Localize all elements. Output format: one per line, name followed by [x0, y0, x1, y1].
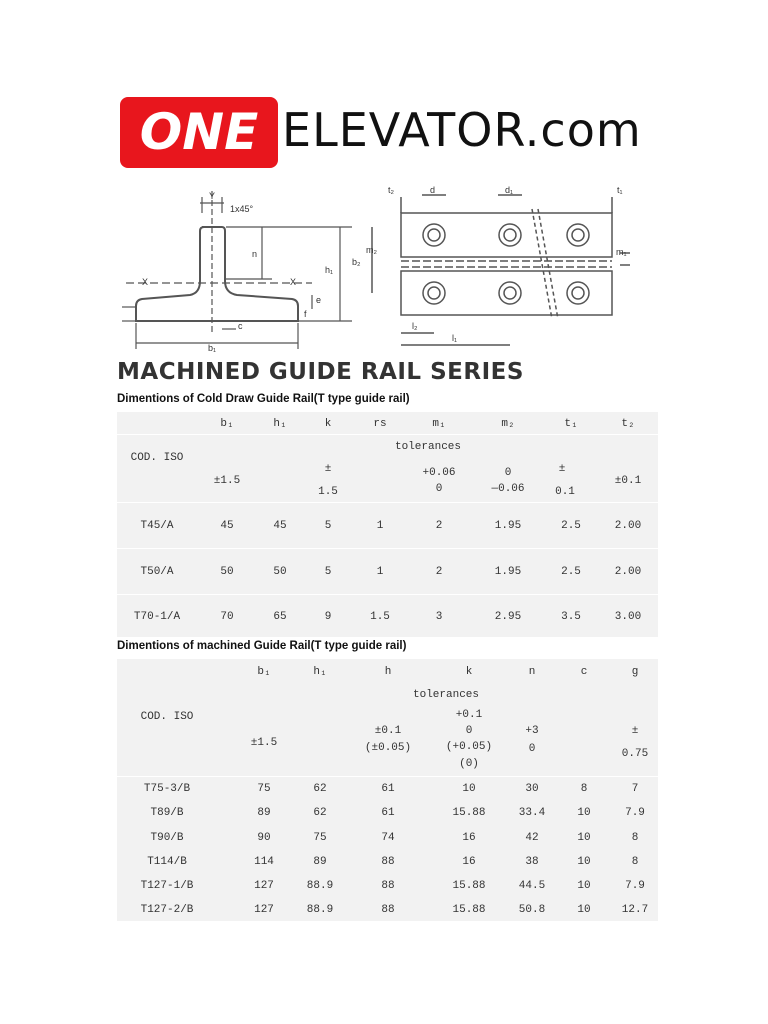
cell-rs: 1.5	[370, 611, 390, 623]
cell-n: 38	[525, 856, 539, 868]
page-title: MACHINED GUIDE RAIL SERIES	[117, 359, 524, 385]
table-rule	[117, 502, 658, 503]
logo-one-text: ONE	[139, 103, 259, 161]
cell-rs: 1	[376, 566, 384, 578]
rail-profile-drawing	[122, 191, 352, 349]
brand-logo	[120, 97, 640, 169]
rail-plan-drawing	[372, 195, 630, 345]
tol-k-bottom: 1.5	[318, 486, 338, 498]
label-n: n	[252, 249, 258, 259]
header-h: h	[384, 666, 392, 678]
cell-n: 44.5	[518, 880, 546, 892]
header-k: k	[324, 418, 332, 430]
cell-h: 74	[381, 832, 395, 844]
label-d: d	[430, 185, 436, 195]
cell-b1: 90	[257, 832, 271, 844]
cell-b1: 114	[254, 856, 274, 868]
code-iso-header: COD. ISO	[130, 452, 184, 464]
label-chamfer: 1x45°	[230, 204, 254, 214]
label-l1: l₁	[452, 333, 458, 343]
label-c: c	[238, 321, 243, 331]
cell-b1: 75	[257, 783, 271, 795]
cell-b1: 50	[220, 566, 234, 578]
cell-k: 15.88	[452, 880, 486, 892]
cell-t1: 2.5	[561, 520, 581, 532]
header-b1: b₁	[257, 666, 271, 678]
table1-caption: Dimentions of Cold Draw Guide Rail(T type guide rail)	[117, 393, 410, 405]
cell-b1: 70	[220, 611, 234, 623]
cell-k: 9	[324, 611, 332, 623]
cell-g: 8	[631, 856, 639, 868]
cell-b1: 45	[220, 520, 234, 532]
cell-g: 8	[631, 832, 639, 844]
row-code: T90/B	[150, 832, 184, 844]
label-b2: b₂	[352, 257, 361, 267]
header-rs: rs	[373, 418, 387, 430]
row-code: T45/A	[140, 520, 174, 532]
cell-c: 10	[577, 904, 591, 916]
tol-m1-top: +0.06	[422, 467, 456, 479]
row-code: T50/A	[140, 566, 174, 578]
cell-g: 7.9	[625, 880, 645, 892]
label-d1: d₁	[505, 185, 514, 195]
cell-t2: 3.00	[614, 611, 642, 623]
cell-t2: 2.00	[614, 520, 642, 532]
header-n: n	[528, 666, 536, 678]
table-rule	[117, 594, 658, 595]
label-x-left: X	[142, 277, 149, 287]
tol-t1-bottom: 0.1	[555, 486, 575, 498]
header-t1: t₁	[564, 418, 578, 430]
tol-t2: ±0.1	[614, 475, 642, 487]
cell-k: 5	[324, 520, 332, 532]
tol-k-3: (+0.05)	[445, 741, 493, 753]
tol-g-bottom: 0.75	[621, 748, 649, 760]
header-b1: b₁	[220, 418, 234, 430]
profile-labels	[142, 191, 333, 353]
tol-k-top: ±	[324, 463, 332, 475]
cell-h1: 50	[273, 566, 287, 578]
cell-m2: 1.95	[494, 566, 522, 578]
cell-h1: 65	[273, 611, 287, 623]
row-code: T114/B	[147, 856, 187, 868]
cell-k: 10	[462, 783, 476, 795]
table2-caption: Dimentions of machined Guide Rail(T type guide rail)	[117, 640, 407, 652]
cell-h1: 88.9	[306, 880, 334, 892]
cell-m1: 3	[435, 611, 443, 623]
header-g: g	[631, 666, 639, 678]
label-t1: t₁	[617, 185, 623, 195]
tol-h-top: ±0.1	[374, 725, 402, 737]
label-f: f	[304, 309, 307, 319]
cell-g: 7	[631, 783, 639, 795]
table-rule	[117, 434, 658, 435]
label-m2: m₂	[366, 245, 377, 255]
table-rule	[117, 548, 658, 549]
cell-h1: 88.9	[306, 904, 334, 916]
cell-t1: 2.5	[561, 566, 581, 578]
cell-m2: 1.95	[494, 520, 522, 532]
cold-draw-table	[117, 412, 658, 637]
cell-k: 16	[462, 832, 476, 844]
cell-h1: 45	[273, 520, 287, 532]
cell-b1: 89	[257, 807, 271, 819]
row-code: T127-1/B	[140, 880, 194, 892]
label-b1: b₁	[208, 343, 217, 353]
code-iso-header: COD. ISO	[140, 711, 194, 723]
label-l2: l₂	[412, 321, 418, 331]
cell-h: 61	[381, 807, 395, 819]
row-code: T70-1/A	[133, 611, 181, 623]
table-rule	[117, 776, 658, 777]
cell-c: 8	[580, 783, 588, 795]
cell-n: 33.4	[518, 807, 546, 819]
cell-h1: 75	[313, 832, 327, 844]
cell-m1: 2	[435, 566, 443, 578]
cell-h1: 62	[313, 807, 327, 819]
logo-red-badge	[120, 97, 278, 168]
header-k: k	[465, 666, 473, 678]
cell-c: 10	[577, 880, 591, 892]
header-t2: t₂	[621, 418, 635, 430]
cell-h1: 89	[313, 856, 327, 868]
cell-k: 15.88	[452, 904, 486, 916]
header-m1: m₁	[432, 418, 446, 430]
cell-n: 30	[525, 783, 539, 795]
cell-b1: 127	[254, 904, 274, 916]
row-code: T127-2/B	[140, 904, 194, 916]
tol-m2-bottom: —0.06	[491, 483, 525, 495]
cell-h: 61	[381, 783, 395, 795]
header-m2: m₂	[501, 418, 515, 430]
cell-k: 15.88	[452, 807, 486, 819]
cell-t1: 3.5	[561, 611, 581, 623]
header-c: c	[580, 666, 588, 678]
tol-k-2: 0	[465, 725, 473, 737]
tol-n-top: +3	[525, 725, 539, 737]
cell-h1: 62	[313, 783, 327, 795]
tol-m2-top: 0	[504, 467, 512, 479]
row-code: T89/B	[150, 807, 184, 819]
tol-g-top: ±	[631, 725, 639, 737]
cell-k: 5	[324, 566, 332, 578]
tol-m1-bottom: 0	[435, 483, 443, 495]
cell-h: 88	[381, 904, 395, 916]
cell-n: 50.8	[518, 904, 546, 916]
tol-b1: ±1.5	[250, 737, 278, 749]
cell-g: 7.9	[625, 807, 645, 819]
cell-m1: 2	[435, 520, 443, 532]
cell-n: 42	[525, 832, 539, 844]
cell-c: 10	[577, 807, 591, 819]
guide-rail-diagram	[112, 183, 642, 355]
label-t2: t₂	[388, 185, 394, 195]
cell-b1: 127	[254, 880, 274, 892]
label-h1: h₁	[325, 265, 334, 275]
cell-t2: 2.00	[614, 566, 642, 578]
cell-c: 10	[577, 856, 591, 868]
header-h1: h₁	[273, 418, 287, 430]
tol-b1: ±1.5	[213, 475, 241, 487]
machined-table	[117, 659, 658, 921]
tol-t1-top: ±	[558, 463, 566, 475]
tol-n-bottom: 0	[528, 743, 536, 755]
cell-h: 88	[381, 880, 395, 892]
header-h1: h₁	[313, 666, 327, 678]
label-e: e	[316, 295, 322, 305]
logo-elevator-text: ELEVATOR.com	[282, 103, 642, 157]
cell-m2: 2.95	[494, 611, 522, 623]
label-x-right: X	[290, 277, 297, 287]
tol-k-4: (0)	[459, 758, 479, 770]
cell-c: 10	[577, 832, 591, 844]
row-code: T75-3/B	[143, 783, 191, 795]
label-m1: m₁	[616, 247, 627, 257]
cell-k: 16	[462, 856, 476, 868]
label-y-top: Y	[209, 191, 216, 201]
cell-h: 88	[381, 856, 395, 868]
cell-g: 12.7	[621, 904, 649, 916]
plan-labels	[352, 185, 627, 343]
tol-h-bottom: (±0.05)	[364, 742, 412, 754]
cell-rs: 1	[376, 520, 384, 532]
tolerances-label: tolerances	[412, 689, 480, 701]
tolerances-label: tolerances	[394, 441, 462, 453]
tol-k-1: +0.1	[455, 709, 483, 721]
